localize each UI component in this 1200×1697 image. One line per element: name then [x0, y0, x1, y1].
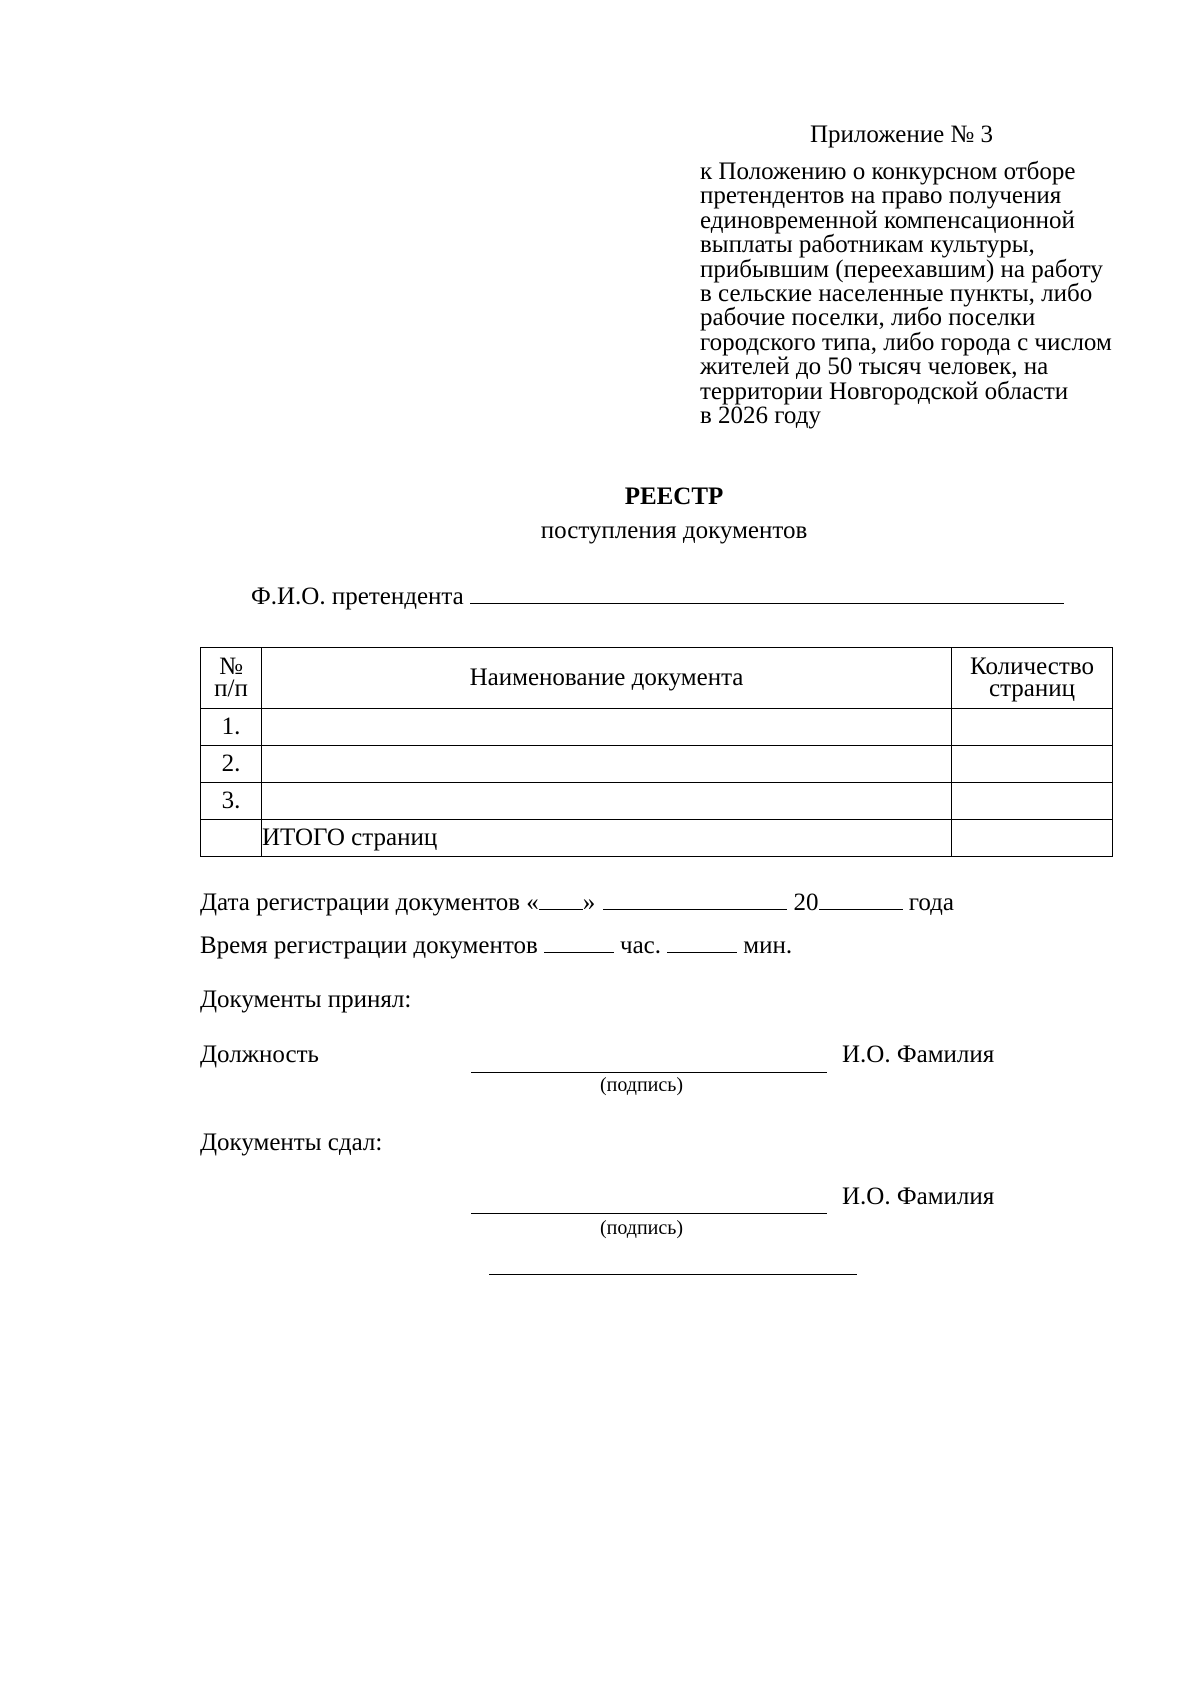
appendix-line: городского типа, либо города с числом [700, 328, 1112, 356]
table-total-row [201, 820, 1113, 857]
table-row [201, 709, 1113, 746]
registration-time-row [200, 930, 792, 961]
registration-day-field[interactable] [539, 887, 583, 910]
header-number-line1: № [219, 653, 243, 680]
applicant-row [251, 579, 1064, 612]
registration-time-label: Время регистрации документов [200, 932, 538, 959]
row-number: 1. [201, 709, 262, 746]
row-document-name-cell[interactable] [262, 783, 952, 820]
document-end-divider [489, 1274, 857, 1275]
accepted-full-name: И.О. Фамилия [842, 1041, 995, 1068]
date-close-quote: » [582, 889, 596, 916]
appendix-body [700, 160, 1140, 428]
row-page-count-cell[interactable] [952, 783, 1113, 820]
row-number: 2. [201, 746, 262, 783]
registration-date-row [200, 887, 954, 918]
document-subtitle: поступления документов [540, 517, 808, 544]
appendix-line: единовременной компенсационной [700, 206, 1075, 234]
applicant-label: Ф.И.О. претендента [251, 583, 464, 610]
appendix-heading: Приложение № 3 [810, 121, 994, 148]
registration-year-field[interactable] [819, 887, 903, 910]
appendix-line: в сельские населенные пункты, либо [700, 280, 1093, 308]
documents-table [200, 647, 1113, 857]
handed-by-label: Документы сдал: [200, 1129, 383, 1156]
year-suffix: года [908, 889, 954, 916]
applicant-name-field[interactable] [470, 579, 1064, 604]
year-prefix: 20 [793, 889, 819, 916]
row-number: 3. [201, 783, 262, 820]
handed-full-name: И.О. Фамилия [842, 1183, 995, 1210]
row-page-count-cell[interactable] [952, 709, 1113, 746]
row-document-name-cell[interactable] [262, 746, 952, 783]
minute-unit: мин. [743, 932, 793, 959]
registration-date-label: Дата регистрации документов « [200, 889, 539, 916]
table-row [201, 783, 1113, 820]
appendix-line: претендентов на право получения [700, 182, 1062, 210]
header-number [201, 648, 262, 709]
position-label: Должность [200, 1041, 319, 1068]
total-number-cell [201, 820, 262, 857]
header-pages-line2: страниц [988, 675, 1076, 702]
accepted-signature-caption: (подпись) [600, 1074, 684, 1096]
accepted-by-label: Документы принял: [200, 986, 412, 1013]
hour-unit: час. [620, 932, 662, 959]
handed-signature-caption: (подпись) [600, 1217, 684, 1239]
header-pages-line1: Количество [970, 653, 1094, 680]
appendix-line: выплаты работникам культуры, [700, 231, 1035, 259]
appendix-line: территории Новгородской области [700, 377, 1069, 405]
appendix-line: жителей до 50 тысяч человек, на [700, 353, 1049, 381]
handed-signature-line[interactable] [471, 1213, 827, 1214]
table-header-row [201, 648, 1113, 709]
appendix-line: прибывшим (переехавшим) на работу [700, 255, 1103, 283]
row-document-name-cell[interactable] [262, 709, 952, 746]
total-page-count-cell[interactable] [952, 820, 1113, 857]
document-title: РЕЕСТР [624, 483, 724, 510]
registration-hour-field[interactable] [544, 930, 614, 953]
table-row [201, 746, 1113, 783]
row-page-count-cell[interactable] [952, 746, 1113, 783]
total-label: ИТОГО страниц [262, 820, 952, 857]
header-page-count [952, 648, 1113, 709]
header-number-line2: п/п [214, 675, 248, 702]
appendix-line: рабочие поселки, либо поселки [700, 304, 1036, 332]
appendix-line: к Положению о конкурсном отборе [700, 158, 1076, 185]
appendix-line: в 2026 году [700, 402, 821, 430]
registration-minute-field[interactable] [667, 930, 737, 953]
header-document-name: Наименование документа [262, 648, 952, 709]
registration-month-field[interactable] [603, 887, 787, 910]
